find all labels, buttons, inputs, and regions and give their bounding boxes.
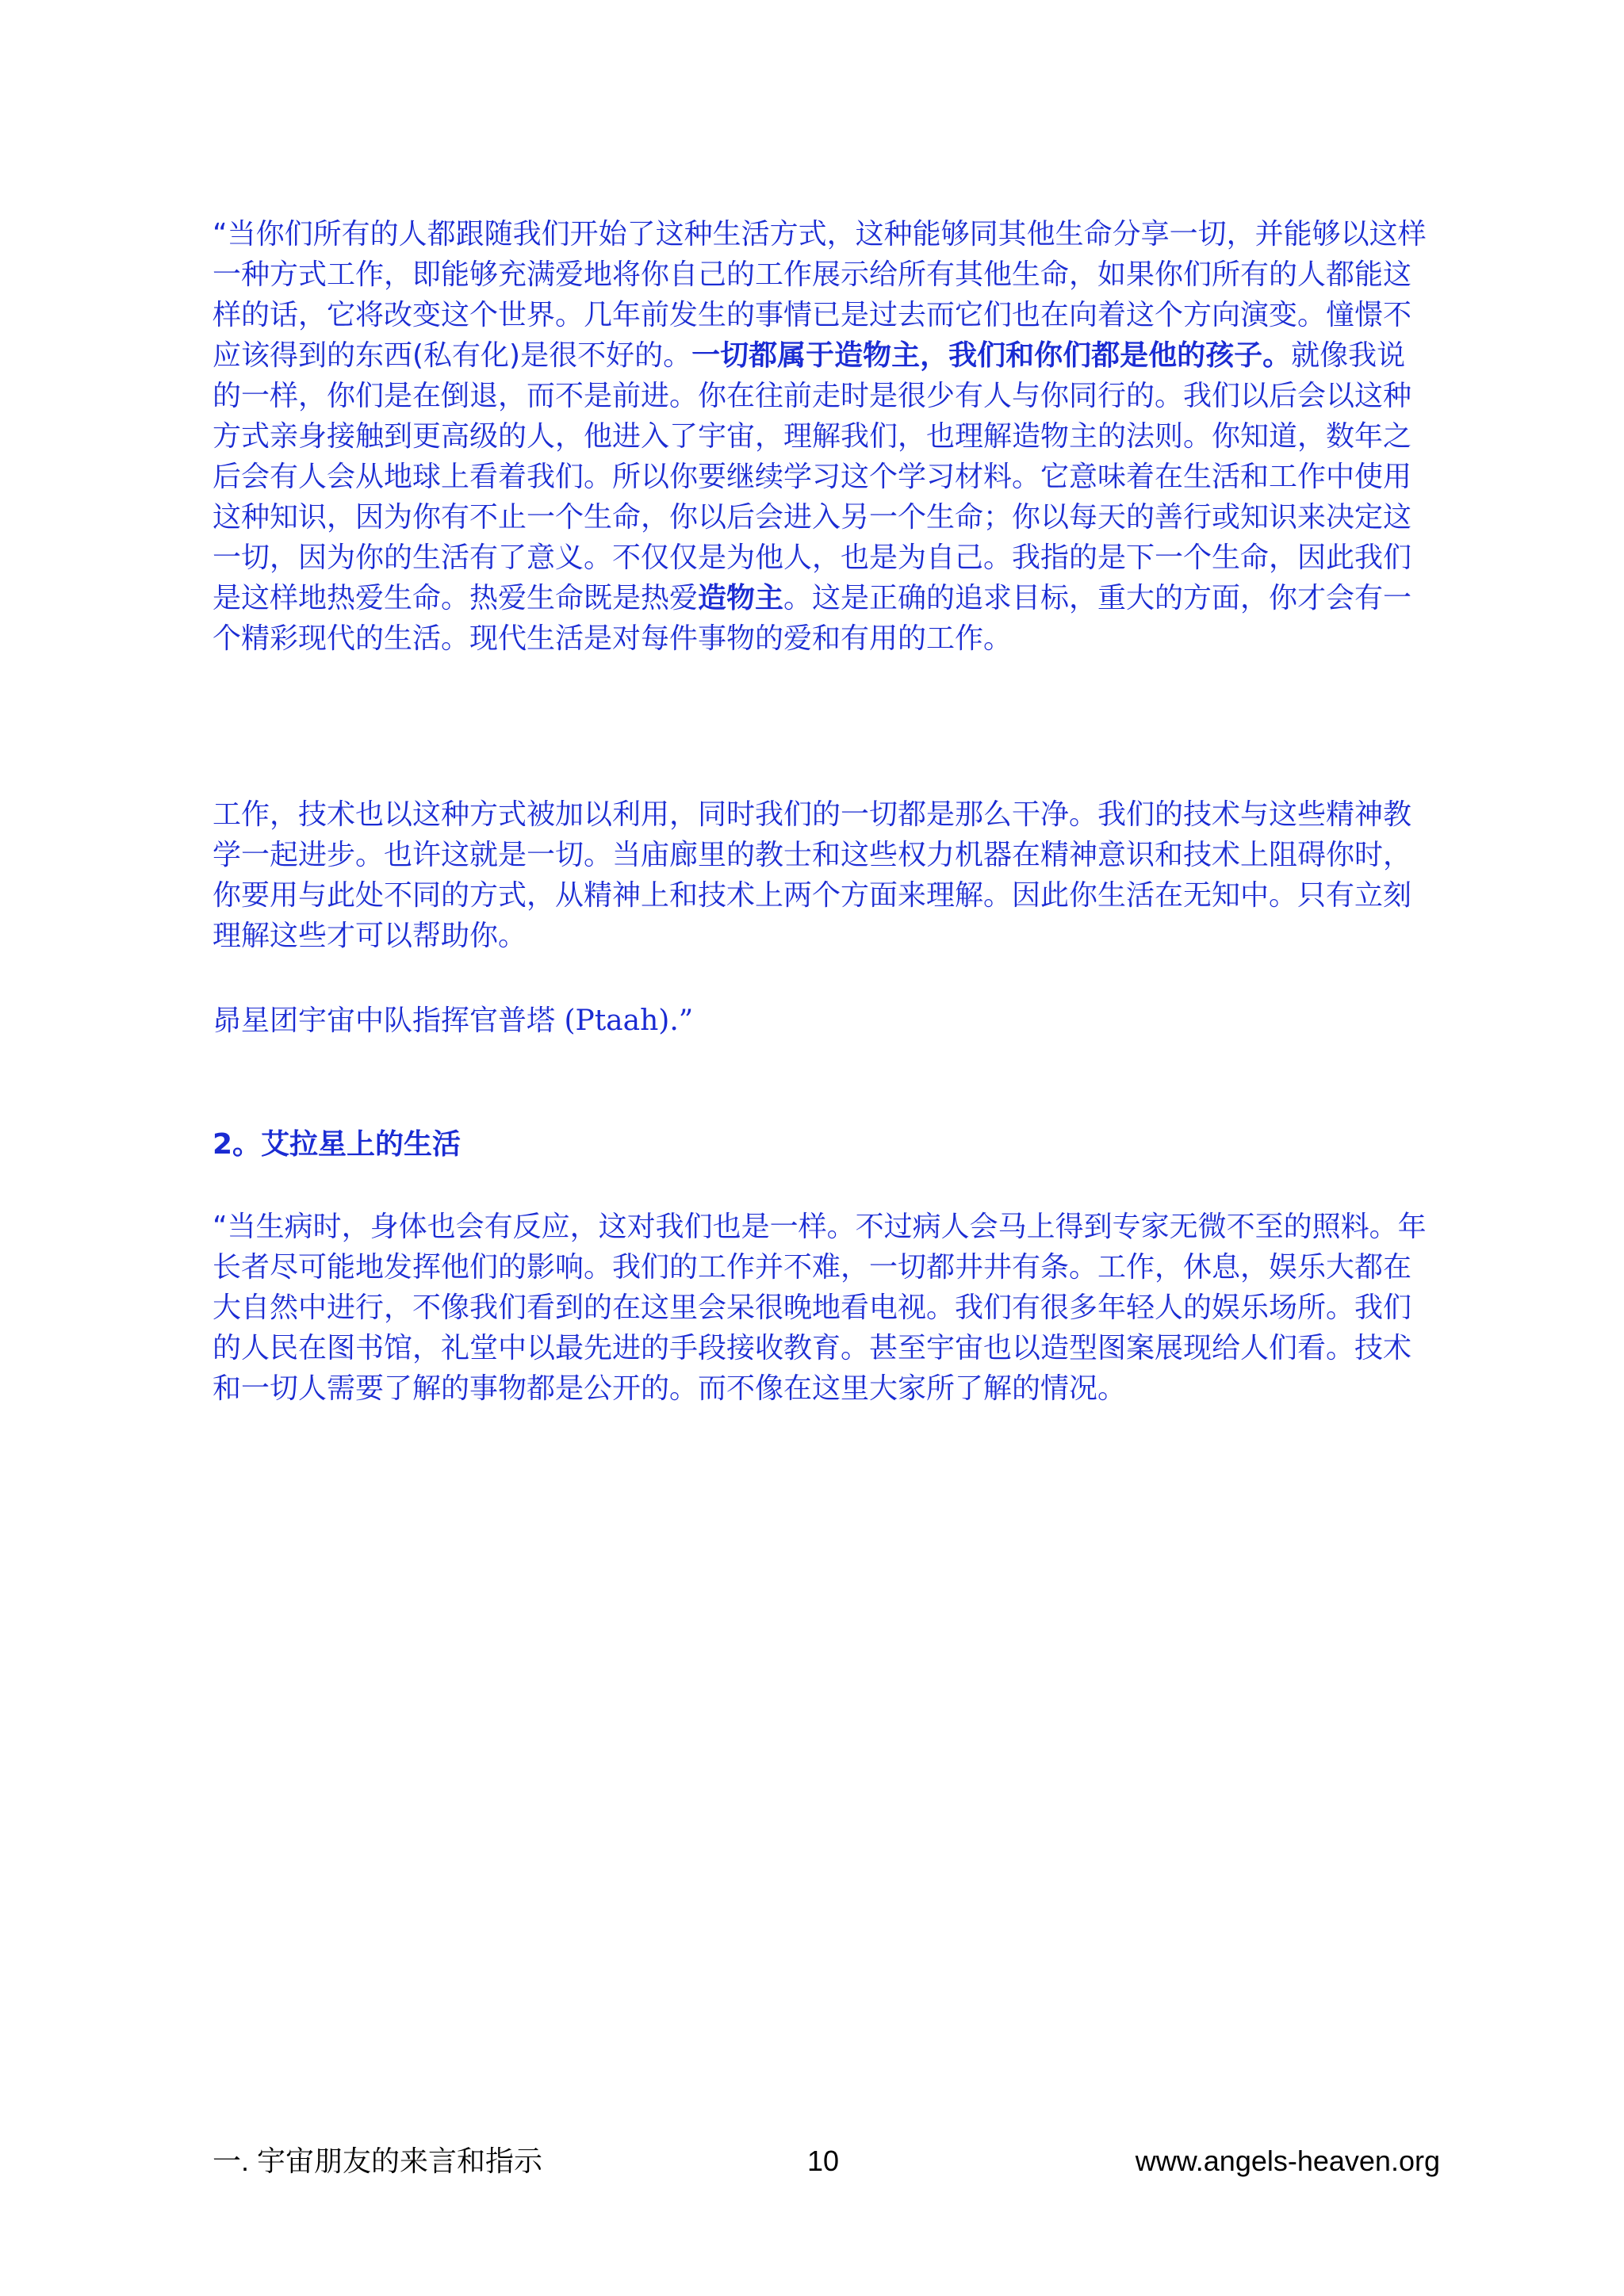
- footer-chapter-title: 一. 宇宙朋友的来言和指示: [213, 2145, 543, 2177]
- paragraph-erra-life: “当生病时，身体也会有反应，这对我们也是一样。不过病人会马上得到专家无微不至的照料。年长者尽可能地发挥他们的影响。我们的工作并不难，一切都井井有条。工作，休息，娱乐大都在大自然中进行，不像我们看到的在这里会呆很晚地看电视。我们有很多年轻人的娱乐场所。我们的人民在图书馆，礼堂中以最先进的手段接收教育。甚至宇宙也以造型图案展现给人们看。技术和一切人需要了解的事物都是公开的。而不像在这里大家所了解的情况。: [213, 1211, 1427, 1405]
- footer-website: www.angels-heaven.org: [1135, 2145, 1440, 2177]
- paragraph-1-text-c: 。这是正确的追求目标，重大的方面，你才会有一个精彩现代的生活。现代生活是对每件事物的爱和有用的工作。: [213, 582, 1412, 655]
- footer-page-number: 10: [807, 2145, 840, 2177]
- paragraph-1-emphasis-creator: 造物主: [698, 582, 784, 614]
- paragraph-ptaah-message: [213, 214, 1434, 659]
- paragraph-1-emphasis-creator-children: 一切都属于造物主，我们和你们都是他的孩子。: [691, 339, 1292, 372]
- section-heading: 2。艾拉星上的生活: [213, 1128, 462, 1161]
- paragraph-technology: 工作，技术也以这种方式被加以利用，同时我们的一切都是那么干净。我们的技术与这些精神教学一起进步。也许这就是一切。当庙廊里的教士和这些权力机器在精神意识和技术上阻碍你时，你要用与此处不同的方式，从精神上和技术上两个方面来理解。因此你生活在无知中。只有立刻理解这些才可以帮助你。: [213, 798, 1412, 952]
- paragraph-1-text-b: 就像我说的一样，你们是在倒退，而不是前进。你在往前走时是很少有人与你同行的。我们以后会以这种方式亲身接触到更高级的人，他进入了宇宙，理解我们，也理解造物主的法则。你知道，数年之后会有人会从地球上看着我们。所以你要继续学习这个学习材料。它意味着在生活和工作中使用这种知识，因为你有不止一个生命，你以后会进入另一个生命；你以每天的善行或知识来决定这一切，因为你的生活有了意义。不仅仅是为他人，也是为自己。我指的是下一个生命，因此我们是这样地热爱生命。热爱生命既是热爱: [213, 339, 1412, 614]
- paragraph-1-text-a: “当你们所有的人都跟随我们开始了这种生活方式，这种能够同其他生命分享一切，并能够以这样一种方式工作，即能够充满爱地将你自己的工作展示给所有其他生命，如果你们所有的人都能这样的话，它将改变这个世界。几年前发生的事情已是过去而它们也在向着这个方向演变。憧憬不应该得到的东西(私有化)是很不好的。: [213, 218, 1427, 372]
- paragraph-signature: 昴星团宇宙中队指挥官普塔 (Ptaah).”: [213, 1004, 694, 1037]
